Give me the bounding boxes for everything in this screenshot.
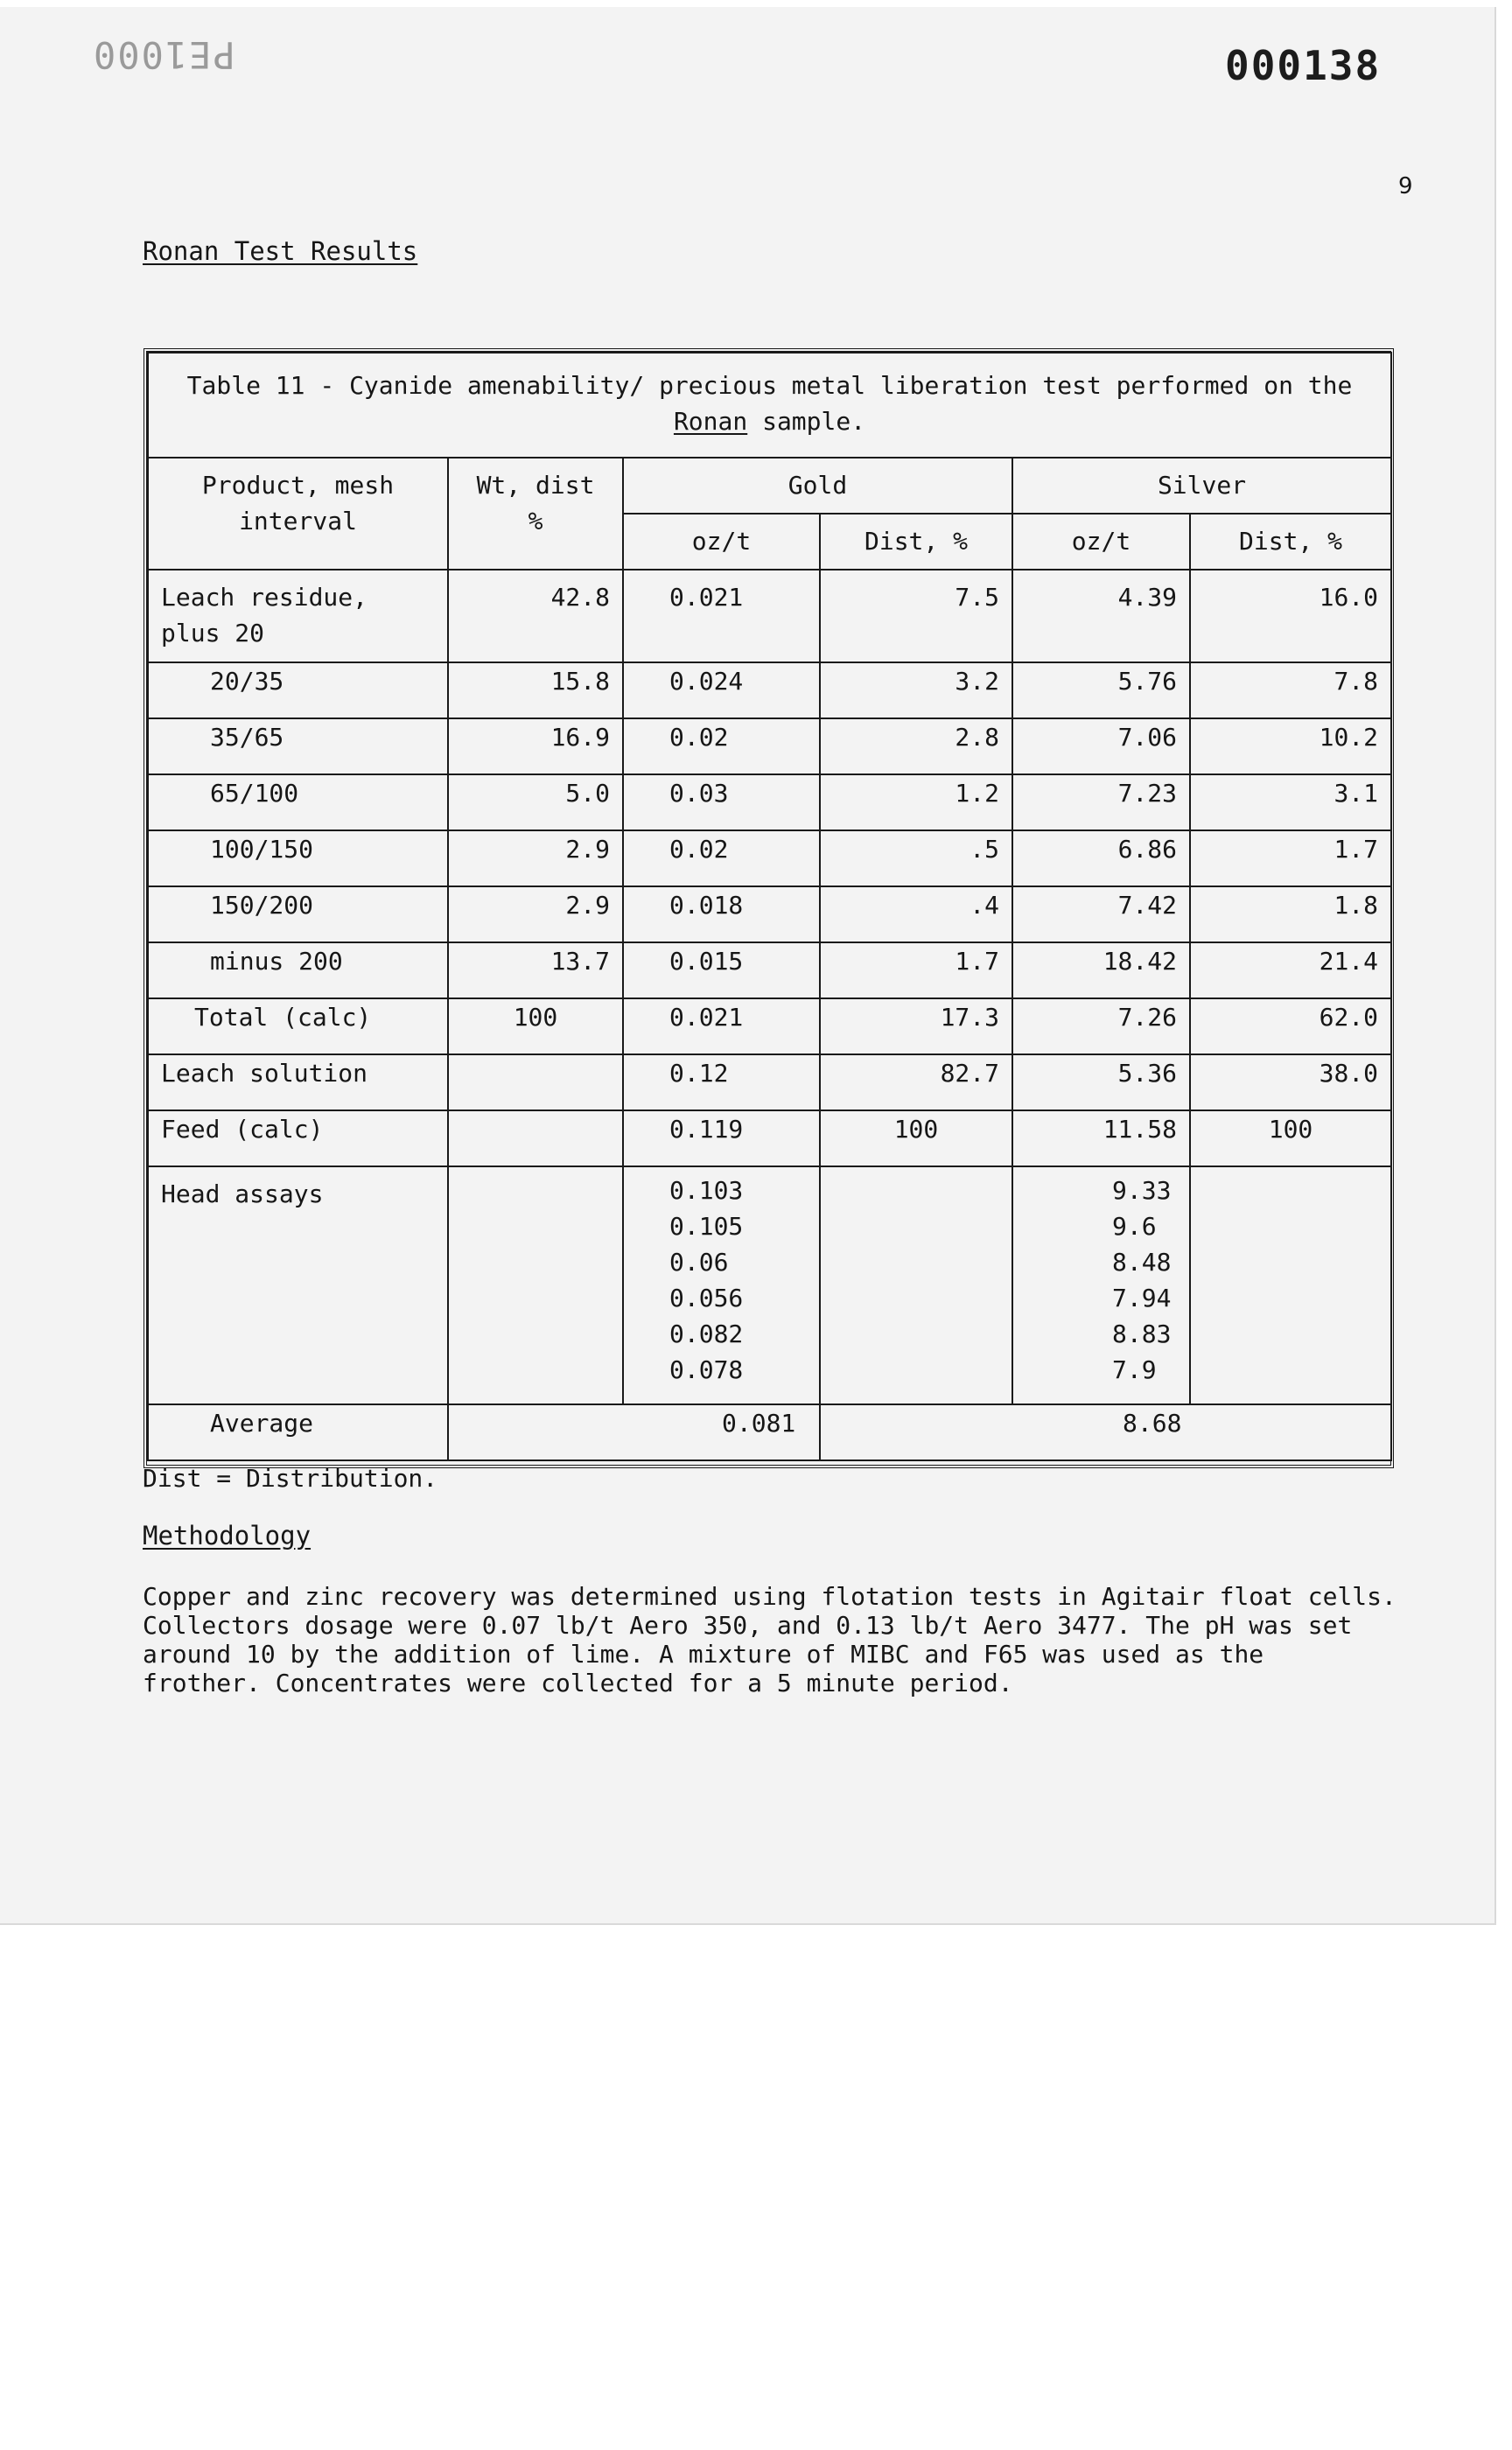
- cell-head-assays-silver: [1012, 1166, 1190, 1404]
- assay-value: 8.83: [1112, 1320, 1172, 1348]
- cell-ag-dist: 3.1: [1190, 774, 1391, 830]
- header-wt-line1: Wt, dist: [476, 471, 595, 500]
- cell-ag-dist: 16.0: [1190, 570, 1391, 662]
- table-row-leach-solution: [148, 1054, 1391, 1110]
- header-gold-ozt: oz/t: [623, 514, 820, 570]
- row-label: 20/35: [148, 662, 448, 718]
- header-product: [148, 458, 448, 570]
- cell-empty: [820, 1166, 1012, 1404]
- table-row: [148, 662, 1391, 718]
- header-product-line2: interval: [239, 507, 357, 536]
- caption-sample-name: Ronan: [673, 407, 748, 436]
- cell-ag-ozt: 6.86: [1012, 830, 1190, 886]
- results-table: [147, 352, 1392, 1461]
- cell-au-dist: 3.2: [820, 662, 1012, 718]
- header-product-line1: Product, mesh: [201, 471, 395, 500]
- cell-ag-dist: 62.0: [1190, 998, 1391, 1054]
- assay-value: 8.48: [1112, 1248, 1172, 1277]
- cell-au-ozt: 0.024: [623, 662, 820, 718]
- caption-line-2: sample.: [747, 407, 866, 436]
- row-label: Feed (calc): [148, 1110, 448, 1166]
- row-label: 150/200: [148, 886, 448, 942]
- stamp-left: PE1000: [92, 33, 235, 76]
- cell-au-ozt: 0.015: [623, 942, 820, 998]
- header-silver-dist: Dist, %: [1190, 514, 1391, 570]
- cell-au-dist: 2.8: [820, 718, 1012, 774]
- footnote: Dist = Distribution.: [143, 1464, 438, 1493]
- cell-au-dist: 1.2: [820, 774, 1012, 830]
- row-label: minus 200: [148, 942, 448, 998]
- methodology-title: Methodology: [143, 1521, 312, 1550]
- cell-ag-ozt: 11.58: [1012, 1110, 1190, 1166]
- assay-value: 7.94: [1112, 1284, 1172, 1312]
- document-page: [0, 7, 1496, 1925]
- cell-au-dist: 100: [820, 1110, 1012, 1166]
- table-row: [148, 570, 1391, 662]
- page-number: 9: [1398, 173, 1413, 200]
- cell-average-gold: 0.081: [448, 1404, 820, 1460]
- assay-value: 0.06: [669, 1248, 729, 1277]
- assay-value: 0.056: [669, 1284, 744, 1312]
- cell-au-ozt: 0.119: [623, 1110, 820, 1166]
- cell-au-dist: .4: [820, 886, 1012, 942]
- cell-wt: [448, 1110, 623, 1166]
- row-label: Head assays: [148, 1166, 448, 1404]
- cell-head-assays-gold: [623, 1166, 820, 1404]
- header-wt-line2: %: [528, 507, 543, 536]
- document-number-stamp: 000138: [1225, 42, 1382, 89]
- cell-ag-dist: 38.0: [1190, 1054, 1391, 1110]
- table-row-total: [148, 998, 1391, 1054]
- cell-wt: 13.7: [448, 942, 623, 998]
- cell-ag-dist: 10.2: [1190, 718, 1391, 774]
- cell-wt: 42.8: [448, 570, 623, 662]
- table-caption: [148, 353, 1391, 458]
- table-row-feed: [148, 1110, 1391, 1166]
- header-row-1: [148, 458, 1391, 514]
- cell-wt: 16.9: [448, 718, 623, 774]
- table-row-average: [148, 1404, 1391, 1460]
- row-label: Total (calc): [148, 998, 448, 1054]
- cell-ag-ozt: 7.06: [1012, 718, 1190, 774]
- cell-ag-dist: 7.8: [1190, 662, 1391, 718]
- cell-average-silver: 8.68: [820, 1404, 1391, 1460]
- row-label-line2: plus 20: [161, 619, 265, 648]
- cell-ag-dist: 1.7: [1190, 830, 1391, 886]
- cell-ag-ozt: 7.23: [1012, 774, 1190, 830]
- cell-wt: 2.9: [448, 830, 623, 886]
- table-caption-row: [148, 353, 1391, 458]
- cell-ag-ozt: 5.76: [1012, 662, 1190, 718]
- row-label: Average: [148, 1404, 448, 1460]
- row-label: [148, 570, 448, 662]
- cell-wt: 2.9: [448, 886, 623, 942]
- cell-wt-empty: [448, 1166, 623, 1404]
- cell-ag-ozt: 7.26: [1012, 998, 1190, 1054]
- cell-au-dist: .5: [820, 830, 1012, 886]
- table-row-head-assays: [148, 1166, 1391, 1404]
- header-wt: [448, 458, 623, 570]
- assay-value: 0.082: [669, 1320, 744, 1348]
- cell-au-ozt: 0.02: [623, 718, 820, 774]
- assay-value: 7.9: [1112, 1355, 1157, 1384]
- assay-value: 9.6: [1112, 1212, 1157, 1241]
- cell-ag-dist: 100: [1190, 1110, 1391, 1166]
- row-label: 100/150: [148, 830, 448, 886]
- table-row: [148, 942, 1391, 998]
- assay-value: 9.33: [1112, 1176, 1172, 1205]
- cell-au-dist: 17.3: [820, 998, 1012, 1054]
- header-gold: Gold: [623, 458, 1012, 514]
- table-row: [148, 718, 1391, 774]
- cell-wt: [448, 1054, 623, 1110]
- row-label-line1: Leach residue,: [161, 583, 368, 612]
- header-gold-dist: Dist, %: [820, 514, 1012, 570]
- methodology-paragraph: Copper and zinc recovery was determined using flotation tests in Agitair float cells. Collectors dosage were 0.07 lb/t Aero 350, and 0.13 lb/t Aero 3477. The pH was set around 10 by the addition of lime. A mixture of MIBC and F65 was used as the frother. Concentrates were collected for a 5 minute period.: [143, 1582, 1396, 1698]
- cell-ag-dist: 1.8: [1190, 886, 1391, 942]
- section-title: Ronan Test Results: [143, 236, 418, 266]
- cell-au-ozt: 0.021: [623, 570, 820, 662]
- cell-empty: [1190, 1166, 1391, 1404]
- row-label: 35/65: [148, 718, 448, 774]
- cell-au-ozt: 0.03: [623, 774, 820, 830]
- cell-au-ozt: 0.02: [623, 830, 820, 886]
- cell-au-ozt: 0.021: [623, 998, 820, 1054]
- caption-line-1: Table 11 - Cyanide amenability/ precious metal liberation test performed on the: [186, 371, 1353, 400]
- cell-ag-ozt: 7.42: [1012, 886, 1190, 942]
- header-silver: Silver: [1012, 458, 1391, 514]
- header-silver-ozt: oz/t: [1012, 514, 1190, 570]
- cell-au-ozt: 0.12: [623, 1054, 820, 1110]
- cell-au-dist: 7.5: [820, 570, 1012, 662]
- row-label: Leach solution: [148, 1054, 448, 1110]
- cell-ag-ozt: 5.36: [1012, 1054, 1190, 1110]
- cell-ag-ozt: 4.39: [1012, 570, 1190, 662]
- cell-au-dist: 1.7: [820, 942, 1012, 998]
- assay-value: 0.103: [669, 1176, 744, 1205]
- cell-au-dist: 82.7: [820, 1054, 1012, 1110]
- cell-au-ozt: 0.018: [623, 886, 820, 942]
- cell-wt: 5.0: [448, 774, 623, 830]
- cell-ag-dist: 21.4: [1190, 942, 1391, 998]
- assay-value: 0.105: [669, 1212, 744, 1241]
- table-row: [148, 774, 1391, 830]
- assay-value: 0.078: [669, 1355, 744, 1384]
- cell-ag-ozt: 18.42: [1012, 942, 1190, 998]
- table-row: [148, 886, 1391, 942]
- cell-wt: 100: [448, 998, 623, 1054]
- row-label: 65/100: [148, 774, 448, 830]
- table-row: [148, 830, 1391, 886]
- cell-wt: 15.8: [448, 662, 623, 718]
